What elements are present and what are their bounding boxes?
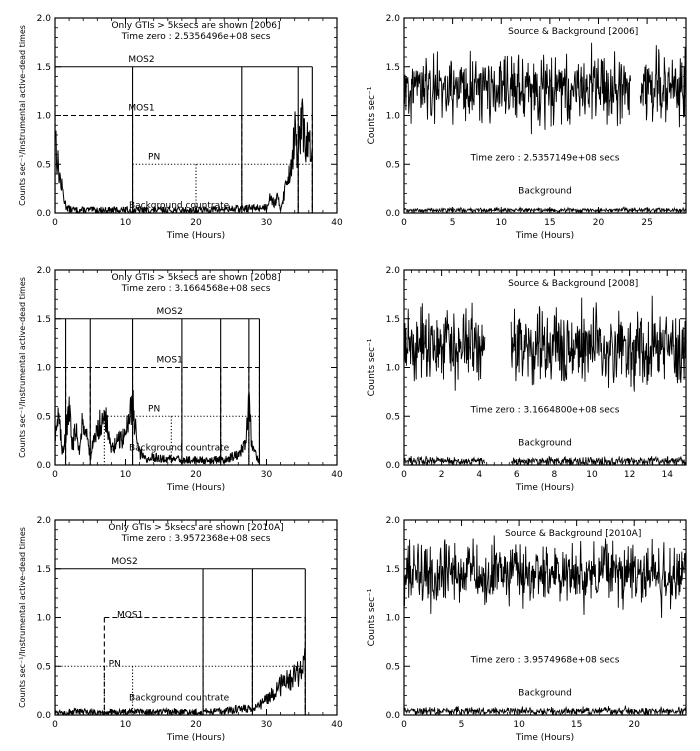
chart-title: Source & Background [2010A] xyxy=(505,529,642,539)
x-tick-label: 15 xyxy=(544,218,556,228)
y-tick-label: 1.5 xyxy=(36,564,51,575)
x-tick-label: 5 xyxy=(458,720,465,730)
x-tick-label: 30 xyxy=(260,218,273,228)
x-tick-label: 20 xyxy=(592,218,605,228)
y-tick-label: 1.0 xyxy=(36,613,51,624)
y-tick-label: 0.0 xyxy=(36,209,51,219)
x-tick-label: 30 xyxy=(260,720,273,730)
x-tick-label: 20 xyxy=(628,720,640,730)
y-tick-label: 2.0 xyxy=(385,516,400,526)
chart-src-2010a xyxy=(367,516,686,743)
annotation-background: Background xyxy=(518,186,572,197)
x-tick-label: 8 xyxy=(551,470,558,480)
y-tick-label: 2.0 xyxy=(36,266,51,276)
annotation-mos2: MOS2 xyxy=(128,54,155,65)
source-lightcurve xyxy=(404,536,686,618)
x-axis-label: Time (Hours) xyxy=(166,483,226,493)
y-tick-label: 1.5 xyxy=(385,62,400,73)
y-tick-label: 0.5 xyxy=(36,160,51,171)
annotation-background: Background xyxy=(518,688,572,699)
chart-title: Only GTIs > 5ksecs are shown [2010A] xyxy=(108,523,284,533)
source-lightcurve xyxy=(511,296,686,392)
y-axis-label: Counts sec⁻¹ xyxy=(367,588,377,647)
annotation-background-countrate: Background countrate xyxy=(128,693,230,704)
y-tick-label: 0.5 xyxy=(385,662,400,673)
y-tick-label: 1.0 xyxy=(385,613,400,624)
x-tick-label: 10 xyxy=(586,470,598,480)
annotation-background-countrate: Background countrate xyxy=(128,443,230,454)
x-tick-label: 10 xyxy=(119,720,132,730)
x-axis-label: Time (Hours) xyxy=(515,733,575,743)
chart-gti-2010a xyxy=(18,516,343,743)
annotation-background-countrate: Background countrate xyxy=(128,201,230,212)
x-tick-label: 30 xyxy=(260,470,273,480)
x-tick-label: 20 xyxy=(190,470,202,480)
source-lightcurve xyxy=(404,303,485,391)
x-tick-label: 14 xyxy=(661,470,673,480)
chart-subtitle: Time zero : 3.1664800e+08 secs xyxy=(470,405,620,416)
x-tick-label: 10 xyxy=(119,470,132,480)
chart-subtitle: Time zero : 3.9574968e+08 secs xyxy=(470,655,620,666)
x-tick-label: 40 xyxy=(331,470,343,480)
y-tick-label: 0.0 xyxy=(385,209,400,219)
x-tick-label: 10 xyxy=(119,218,132,228)
y-axis-label: Counts sec⁻¹ xyxy=(367,338,377,397)
y-tick-label: 2.0 xyxy=(385,266,400,276)
y-tick-label: 0.0 xyxy=(36,461,51,471)
x-tick-label: 6 xyxy=(513,470,520,480)
chart-gti-2008 xyxy=(18,266,343,493)
x-axis-label: Time (Hours) xyxy=(515,231,575,241)
y-axis-label: Counts sec⁻¹ xyxy=(367,86,377,145)
x-tick-label: 0 xyxy=(401,470,407,480)
x-tick-label: 0 xyxy=(401,720,407,730)
chart-title: Only GTIs > 5ksecs are shown [2006] xyxy=(111,21,281,31)
x-tick-label: 25 xyxy=(641,218,653,228)
x-tick-label: 15 xyxy=(570,720,583,730)
chart-subtitle: Time zero : 3.1664568e+08 secs xyxy=(121,284,271,294)
annotation-pn: PN xyxy=(148,152,161,163)
background-lightcurve xyxy=(404,706,686,715)
annotation-mos2: MOS2 xyxy=(156,306,183,317)
chart-title: Only GTIs > 5ksecs are shown [2008] xyxy=(111,273,281,283)
y-tick-label: 1.0 xyxy=(385,111,400,122)
annotation-background: Background xyxy=(518,438,572,449)
x-tick-label: 40 xyxy=(331,218,343,228)
y-tick-label: 1.5 xyxy=(385,564,400,575)
x-tick-label: 4 xyxy=(476,470,483,480)
annotation-pn: PN xyxy=(148,404,161,415)
y-tick-label: 1.5 xyxy=(36,62,51,73)
x-tick-label: 40 xyxy=(331,720,343,730)
y-tick-label: 2.0 xyxy=(36,516,51,526)
x-tick-label: 0 xyxy=(52,470,58,480)
annotation-pn: PN xyxy=(108,659,121,670)
chart-subtitle: Time zero : 2.5356496e+08 secs xyxy=(121,32,271,42)
y-tick-label: 0.0 xyxy=(385,461,400,471)
x-axis-label: Time (Hours) xyxy=(166,733,226,743)
y-tick-label: 1.0 xyxy=(385,363,400,374)
y-tick-label: 0.0 xyxy=(36,711,51,721)
annotation-mos2: MOS2 xyxy=(111,556,138,567)
y-tick-label: 0.5 xyxy=(385,160,400,171)
x-tick-label: 5 xyxy=(449,218,456,228)
background-lightcurve xyxy=(404,207,686,213)
y-tick-label: 1.5 xyxy=(36,314,51,325)
background-lightcurve xyxy=(404,456,485,465)
x-tick-label: 10 xyxy=(495,218,507,228)
chart-subtitle: Time zero : 2.5357149e+08 secs xyxy=(470,153,620,164)
chart-title: Source & Background [2008] xyxy=(508,279,639,289)
x-tick-label: 20 xyxy=(190,720,202,730)
x-tick-label: 0 xyxy=(401,218,407,228)
y-tick-label: 0.5 xyxy=(36,662,51,673)
x-tick-label: 20 xyxy=(190,218,202,228)
y-tick-label: 2.0 xyxy=(36,14,51,24)
background-countrate-line xyxy=(55,648,305,715)
chart-subtitle: Time zero : 3.9572368e+08 secs xyxy=(121,534,271,544)
annotation-mos1: MOS1 xyxy=(156,355,183,366)
y-tick-label: 0.0 xyxy=(385,711,400,721)
y-tick-label: 1.0 xyxy=(36,111,51,122)
plot-area xyxy=(55,67,312,213)
y-tick-label: 1.5 xyxy=(385,314,400,325)
x-tick-label: 12 xyxy=(623,470,636,480)
y-tick-label: 1.0 xyxy=(36,363,51,374)
source-lightcurve xyxy=(640,45,686,127)
y-axis-label: Counts sec⁻¹/Instrumental active–dead times xyxy=(18,527,27,708)
annotation-mos1: MOS1 xyxy=(128,103,155,114)
chart-gti-2006 xyxy=(18,14,343,241)
y-axis-label: Counts sec⁻¹/Instrumental active–dead times xyxy=(18,25,27,206)
x-tick-label: 2 xyxy=(438,470,445,480)
y-tick-label: 2.0 xyxy=(385,14,400,24)
x-tick-label: 0 xyxy=(52,720,58,730)
x-tick-label: 10 xyxy=(513,720,525,730)
x-axis-label: Time (Hours) xyxy=(166,231,226,241)
annotation-mos1: MOS1 xyxy=(117,610,144,621)
chart-src-2006 xyxy=(367,14,686,241)
chart-title: Source & Background [2006] xyxy=(508,27,639,37)
y-tick-label: 0.5 xyxy=(385,412,400,423)
x-tick-label: 0 xyxy=(52,218,58,228)
x-axis-label: Time (Hours) xyxy=(515,483,575,493)
y-tick-label: 0.5 xyxy=(36,412,51,423)
y-axis-label: Counts sec⁻¹/Instrumental active–dead times xyxy=(18,277,27,458)
chart-src-2008 xyxy=(367,266,686,493)
source-lightcurve xyxy=(404,43,631,134)
